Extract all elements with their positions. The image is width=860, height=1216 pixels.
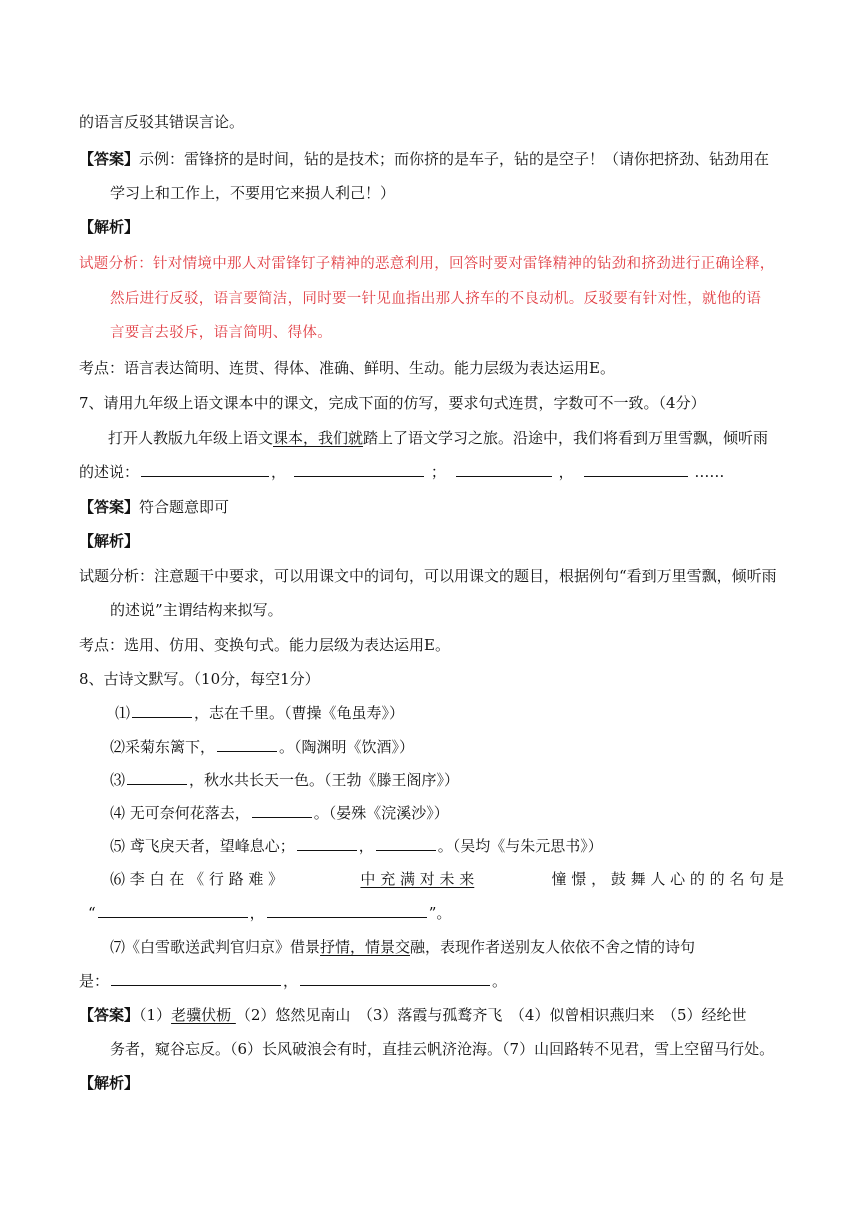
answer-text: 示例：雷锋挤的是时间，钻的是技术；而你挤的是车子，钻的是空子！（请你把挤劲、钻劲用在 — [139, 150, 770, 168]
text-span: ⑹ 李 白 在 《 行 路 难 》 — [110, 870, 284, 888]
answer-blank[interactable] — [217, 737, 277, 752]
underlined-text: 中 充 满 对 未 来 — [360, 870, 475, 888]
poem-item-2 — [110, 736, 414, 757]
answer-blank[interactable] — [127, 770, 187, 785]
text-span: “ — [88, 904, 96, 922]
analysis-red-line: 然后进行反驳，语言要简洁，同时要一针见血指出那人挤车的不良动机。反驳要有针对性，就他的语 — [110, 291, 762, 307]
question-7: 7、请用九年级上语文课本中的课文，完成下面的仿写，要求句式连贯，字数可不一致。（4分） — [79, 394, 706, 412]
analysis-red-line: 试题分析：针对情境中那人对雷锋钉子精神的恶意利用，回答时要对雷锋精神的钻劲和挤劲进行正确诠释， — [79, 256, 775, 272]
answer-blank[interactable] — [376, 836, 436, 851]
text-span: （2）悠然见南山 （3）落霞与孤鹜齐飞 （4）似曾相识燕归来 （5）经纶世 — [235, 1006, 747, 1024]
text-span: ⑶ — [110, 771, 126, 789]
analysis-red-line: 言要言去驳斥，语言简明、得体。 — [110, 325, 332, 341]
answer-blank[interactable] — [267, 903, 427, 918]
question-7-prompt — [108, 427, 768, 448]
text-span: …… — [694, 463, 725, 481]
text-span: ， — [271, 463, 287, 481]
text-span: 。（晏殊《浣溪沙》） — [313, 804, 449, 822]
text-span: ，秋水共长天一色。（王勃《滕王阁序》） — [189, 771, 460, 789]
poem-item-6 — [110, 868, 784, 889]
poem-item-7-blanks — [79, 970, 507, 991]
text-span: 。 — [492, 972, 508, 990]
underlined-text: 抒情，情景交 — [320, 938, 411, 956]
answer-blank[interactable] — [294, 462, 424, 477]
answer-8 — [79, 1004, 747, 1025]
analysis-text: 试题分析：注意题干中要求，可以用课文中的词句，可以用课文的题目，根据例句“看到万里雪飘，倾听雨 — [79, 567, 777, 585]
text-span: 踏上了语文学习之旅。沿途中，我们将看到万里雪飘，倾听雨 — [363, 429, 769, 447]
text-span: ，志在千里。（曹操《龟虽寿》） — [194, 704, 405, 722]
text-span: ， — [358, 837, 374, 855]
poem-item-6-blanks — [88, 902, 451, 923]
answer-blank[interactable] — [297, 836, 357, 851]
answer-blank[interactable] — [300, 971, 490, 986]
underlined-text: 老骥伏枥 — [171, 1006, 236, 1024]
answer-blank[interactable] — [141, 462, 269, 477]
text-span: ， — [283, 972, 299, 990]
text-span: ⑷ 无可奈何花落去， — [110, 804, 250, 822]
answer-blank[interactable] — [98, 903, 248, 918]
text-span: 。（陶渊明《饮酒》） — [279, 738, 415, 756]
analysis-tag: 【解析】 — [79, 218, 140, 236]
text-span: ⑸ 鸢飞戾天者，望峰息心； — [110, 837, 295, 855]
text-span: ⑴ — [115, 704, 131, 722]
answer-tag: 【答案】 — [79, 498, 140, 516]
poem-item-7 — [110, 936, 695, 957]
text-span: ， — [558, 463, 574, 481]
underlined-text: 课本，我们就 — [273, 429, 364, 447]
text-span: 是： — [79, 972, 110, 990]
knowledge-point: 考点：选用、仿用、变换句式。能力层级为表达运用E。 — [79, 636, 450, 654]
analysis-tag: 【解析】 — [79, 532, 140, 550]
answer-tag: 【答案】 — [79, 150, 140, 168]
text-span: （1） — [139, 1006, 172, 1024]
analysis-text: 的述说”主谓结构来拟写。 — [110, 601, 283, 619]
poem-item-4 — [110, 802, 449, 823]
text-span: ； — [430, 463, 446, 481]
answer-text-cont: 学习上和工作上，不要用它来损人利己！） — [110, 184, 396, 202]
answer-tag: 【答案】 — [79, 1006, 140, 1024]
text-span: 打开人教版九年级上语文 — [108, 429, 274, 447]
poem-item-5 — [110, 835, 603, 856]
answer-blank[interactable] — [111, 971, 281, 986]
text-span: ”。 — [428, 904, 452, 922]
poem-item-1 — [115, 702, 404, 723]
poem-item-3 — [110, 769, 459, 790]
text-span: 憧 憬 ， 鼓 舞 人 心 的 的 名 句 是 — [551, 870, 784, 888]
text-span: ， — [249, 904, 265, 922]
text-span: 的述说： — [79, 463, 140, 481]
question-7-blanks — [79, 461, 724, 482]
answer-blank[interactable] — [252, 803, 312, 818]
answer-blank[interactable] — [456, 462, 552, 477]
question-8: 8、古诗文默写。（10分，每空1分） — [79, 670, 320, 688]
text-span: 。（吴均《与朱元思书》） — [437, 837, 603, 855]
answer-blank[interactable] — [132, 703, 192, 718]
answer-6 — [79, 148, 769, 169]
text-span: ⑵采菊东篱下， — [110, 738, 216, 756]
answer-blank[interactable] — [584, 462, 688, 477]
text-span: ⑺《白雪歌送武判官归京》借景 — [110, 938, 321, 956]
answer-7 — [79, 496, 229, 517]
text-line: 的语言反驳其错误言论。 — [79, 113, 245, 131]
analysis-tag: 【解析】 — [79, 1074, 140, 1092]
knowledge-point: 考点：语言表达简明、连贯、得体、准确、鲜明、生动。能力层级为表达运用E。 — [79, 359, 615, 377]
text-span: 融，表现作者送别友人依依不舍之情的诗句 — [410, 938, 696, 956]
answer-8-cont: 务者，窥谷忘反。（6）长风破浪会有时，直挂云帆济沧海。（7）山回路转不见君，雪上空留马行处。 — [110, 1040, 775, 1058]
answer-text: 符合题意即可 — [139, 498, 230, 516]
